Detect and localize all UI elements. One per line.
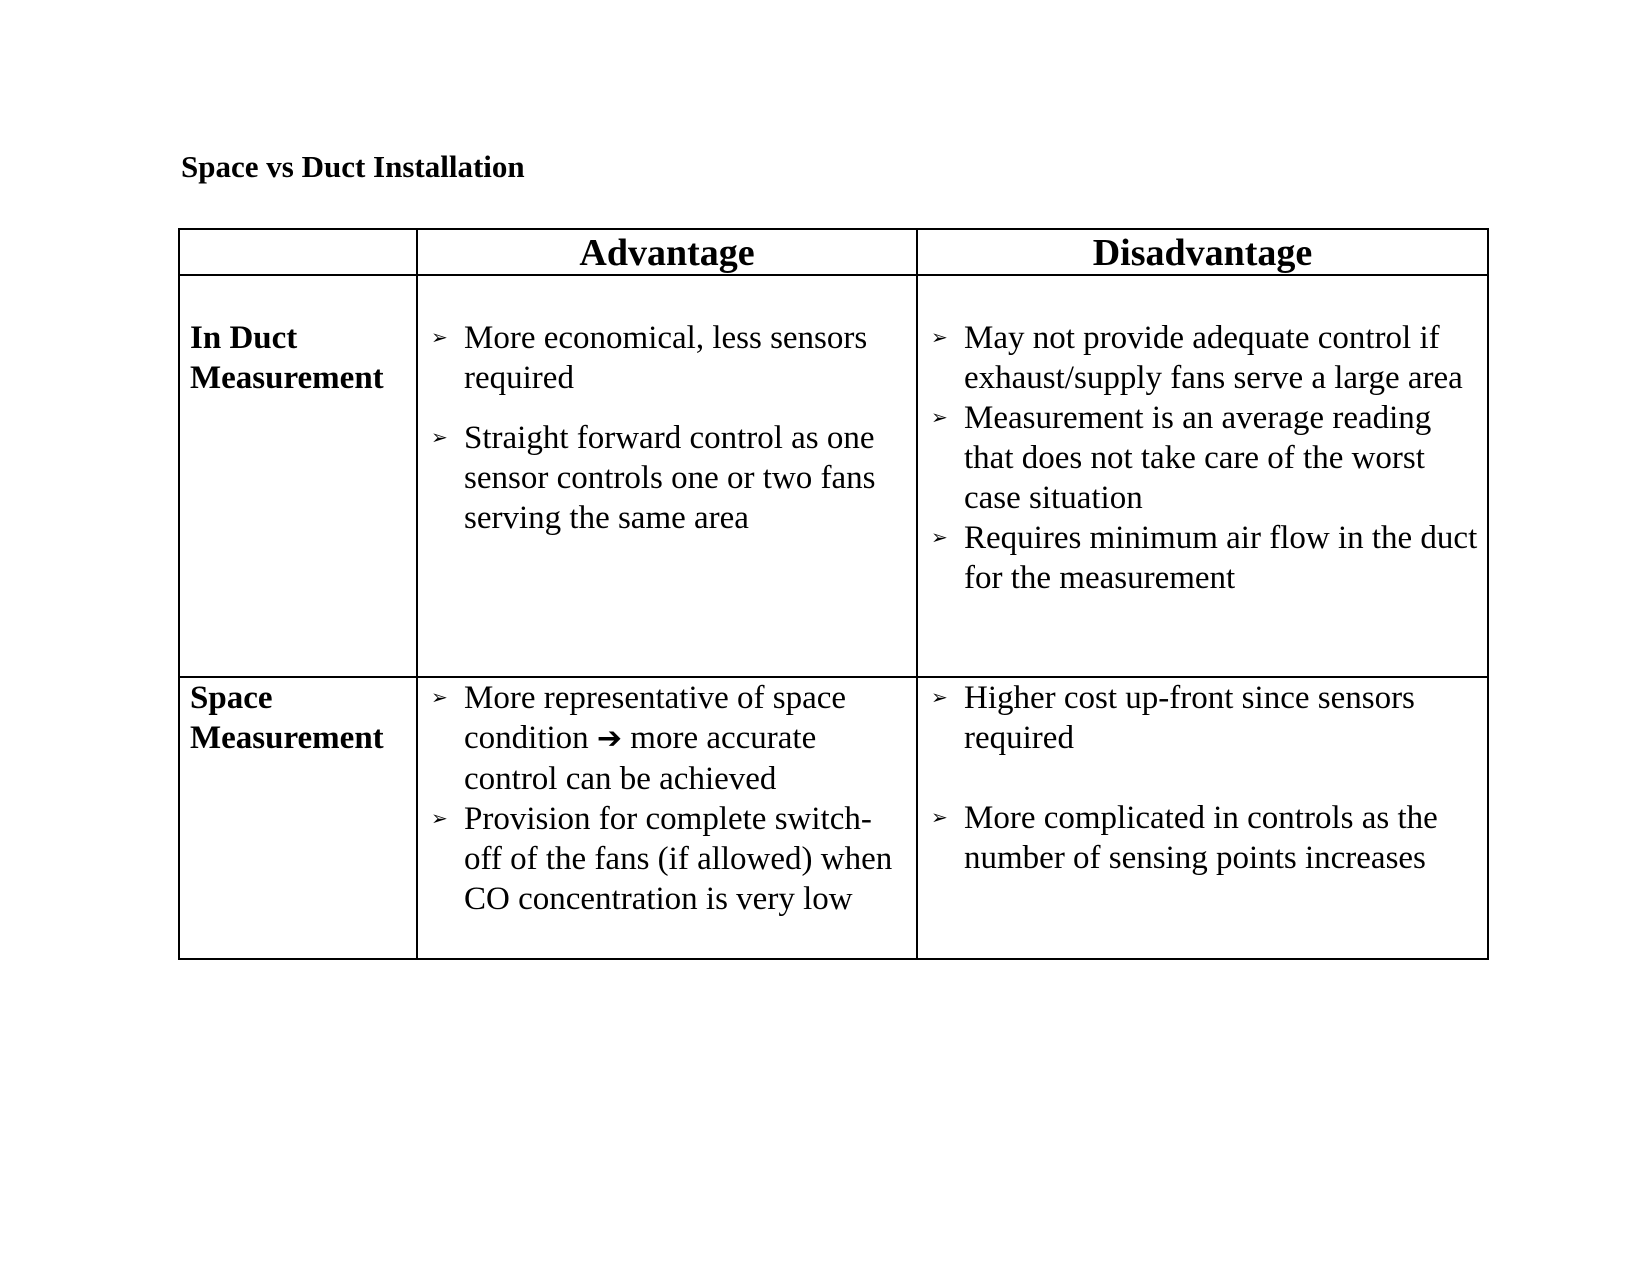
comparison-table xyxy=(178,228,1489,960)
page-title: Space vs Duct Installation xyxy=(181,149,525,184)
list-item xyxy=(918,398,1479,518)
arrowhead-bullet-icon: ➢ xyxy=(431,327,448,349)
list-item-text-part: More representative of space condition xyxy=(464,680,847,756)
list-item-text xyxy=(464,680,846,797)
row-label-line: Measurement xyxy=(190,360,384,396)
row-label-line: In Duct xyxy=(190,320,298,356)
row-label-line: Measurement xyxy=(190,720,384,756)
row-label xyxy=(179,275,417,677)
list-item-text: Provision for complete switch-off of the fans (if allowed) when CO concentration is very low xyxy=(464,801,893,917)
table-header-row xyxy=(179,229,1488,275)
list-item xyxy=(918,318,1479,398)
disadvantages-cell xyxy=(917,677,1488,959)
disadvantages-cell xyxy=(917,275,1488,677)
arrowhead-bullet-icon: ➢ xyxy=(931,407,948,429)
list-item-text: Requires minimum air flow in the duct for the measurement xyxy=(964,520,1478,596)
advantages-cell xyxy=(417,275,917,677)
arrowhead-bullet-icon: ➢ xyxy=(931,327,948,349)
list-item-text: More complicated in controls as the number of sensing points increases xyxy=(964,800,1438,876)
advantages-cell xyxy=(417,677,917,959)
header-advantage: Advantage xyxy=(417,229,917,275)
arrowhead-bullet-icon: ➢ xyxy=(431,687,448,709)
arrowhead-bullet-icon: ➢ xyxy=(431,808,448,830)
row-label xyxy=(179,677,417,959)
list-item xyxy=(918,798,1479,878)
header-empty-cell xyxy=(179,229,417,275)
arrowhead-bullet-icon: ➢ xyxy=(431,427,448,449)
list-item-text: Higher cost up-front since sensors required xyxy=(964,680,1415,756)
table-row xyxy=(179,677,1488,959)
list-item-text: Measurement is an average reading that does not take care of the worst case situation xyxy=(964,400,1432,516)
list-item-text: Straight forward control as one sensor controls one or two fans serving the same area xyxy=(464,420,876,536)
list-item-text-part: more accurate control can be achieved xyxy=(464,720,817,797)
list-item xyxy=(418,799,908,919)
arrowhead-bullet-icon: ➢ xyxy=(931,527,948,549)
list-item-text: May not provide adequate control if exhaust/supply fans serve a large area xyxy=(964,320,1463,396)
header-disadvantage: Disadvantage xyxy=(917,229,1488,275)
table-row xyxy=(179,275,1488,677)
list-item-text: More economical, less sensors required xyxy=(464,320,868,396)
list-item xyxy=(418,678,908,799)
list-item xyxy=(918,518,1479,598)
right-arrow-icon: ➔ xyxy=(596,721,623,756)
arrowhead-bullet-icon: ➢ xyxy=(931,807,948,829)
row-label-line: Space xyxy=(190,680,273,716)
arrowhead-bullet-icon: ➢ xyxy=(931,687,948,709)
list-item xyxy=(918,678,1479,758)
list-item xyxy=(418,318,908,398)
list-item xyxy=(418,418,908,538)
